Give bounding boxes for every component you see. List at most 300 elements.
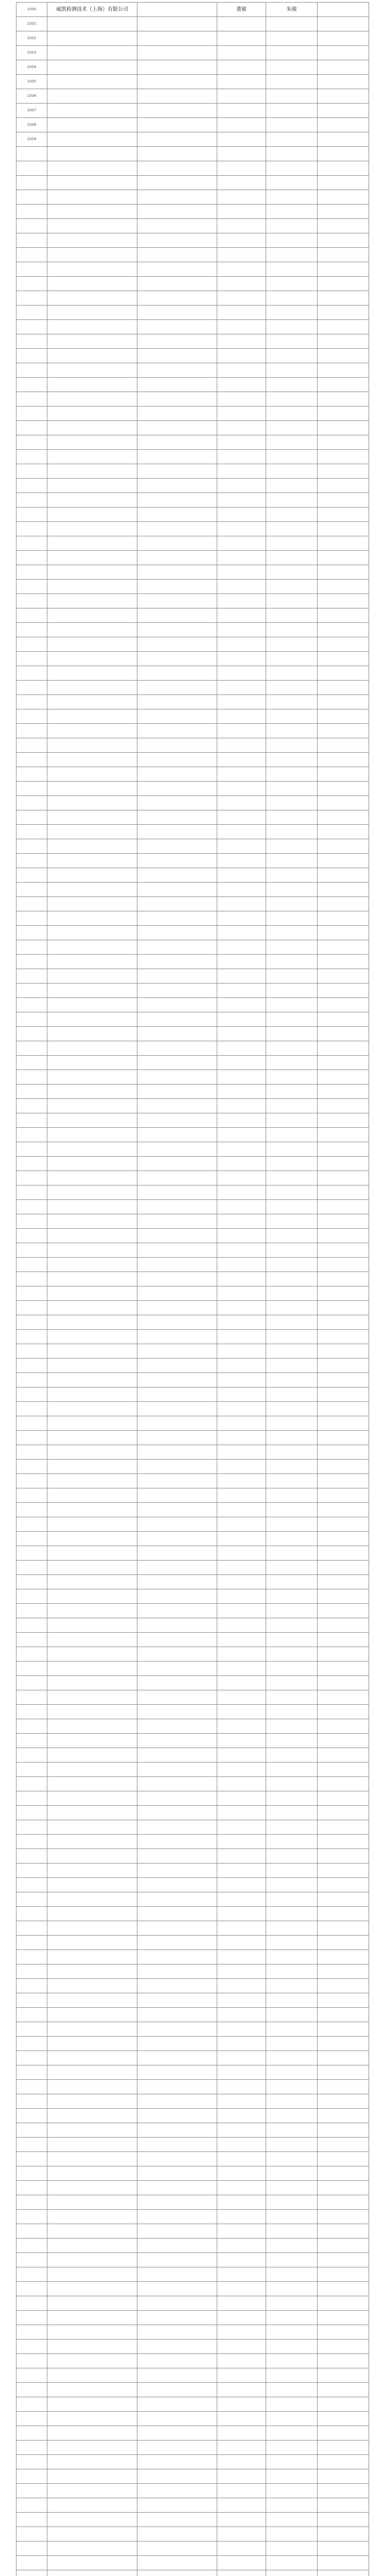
company-cell [47, 2080, 137, 2094]
person-cell [217, 1936, 266, 1950]
company-cell [47, 104, 137, 118]
person-cell [217, 1546, 266, 1561]
person-cell [266, 1561, 318, 1575]
company-cell [47, 1575, 137, 1589]
table-row [16, 897, 369, 911]
row-number [16, 724, 47, 738]
row-number [16, 782, 47, 796]
person-cell [266, 2253, 318, 2267]
cell [137, 1229, 217, 1243]
cell [137, 1618, 217, 1633]
person-cell [266, 2282, 318, 2296]
cell [318, 1532, 369, 1546]
cell [318, 1762, 369, 1777]
person-cell [266, 911, 318, 926]
person-cell [217, 291, 266, 306]
company-cell [47, 868, 137, 883]
company-cell [47, 1330, 137, 1344]
row-number [16, 796, 47, 810]
cell [137, 46, 217, 60]
person-cell [266, 2094, 318, 2109]
company-cell [47, 17, 137, 31]
company-cell [47, 118, 137, 132]
table-row [16, 233, 369, 248]
person-cell [217, 2498, 266, 2513]
row-number [16, 1041, 47, 1056]
person-cell [217, 1387, 266, 1402]
company-cell [47, 1806, 137, 1820]
person-cell [217, 507, 266, 522]
cell [318, 753, 369, 767]
person-cell [217, 1791, 266, 1806]
company-cell [47, 2109, 137, 2123]
company-cell [47, 75, 137, 89]
person-cell [217, 1099, 266, 1113]
table-row [16, 1373, 369, 1387]
person-cell [266, 2123, 318, 2138]
row-number [16, 1820, 47, 1835]
cell [318, 406, 369, 421]
company-cell [47, 435, 137, 450]
company-cell [47, 1517, 137, 1532]
person-cell [217, 1431, 266, 1445]
person-cell [217, 1084, 266, 1099]
person-cell [217, 1762, 266, 1777]
person-cell [266, 926, 318, 940]
cell [318, 998, 369, 1012]
row-number [16, 1084, 47, 1099]
cell [137, 1373, 217, 1387]
company-cell [47, 205, 137, 219]
person-cell [217, 2325, 266, 2340]
row-number [16, 2239, 47, 2253]
person-cell [217, 1286, 266, 1301]
person-cell [266, 738, 318, 753]
person-cell [217, 1330, 266, 1344]
cell [318, 1849, 369, 1863]
cell [137, 724, 217, 738]
company-cell [47, 2570, 137, 2576]
person-cell [266, 1806, 318, 1820]
person-cell [266, 2455, 318, 2469]
table-row [16, 406, 369, 421]
row-number [16, 1315, 47, 1330]
row-number [16, 2037, 47, 2051]
row-number [16, 1878, 47, 1892]
row-number [16, 2484, 47, 2498]
person-cell [217, 709, 266, 724]
person-cell [217, 392, 266, 406]
company-cell [47, 1099, 137, 1113]
table-row [16, 955, 369, 969]
cell [318, 551, 369, 565]
row-number [16, 565, 47, 580]
person-cell [266, 1243, 318, 1258]
table-row [16, 1416, 369, 1431]
cell [137, 955, 217, 969]
row-number [16, 2123, 47, 2138]
cell [137, 2354, 217, 2368]
cell [137, 104, 217, 118]
person-cell [217, 2123, 266, 2138]
cell [318, 2138, 369, 2152]
person-cell [266, 1229, 318, 1243]
cell [137, 1416, 217, 1431]
person-cell [266, 1301, 318, 1315]
person-cell [266, 1315, 318, 1330]
person-cell [217, 1185, 266, 1200]
table-row [16, 1200, 369, 1214]
cell [137, 161, 217, 176]
company-cell [47, 1662, 137, 1676]
cell [137, 1546, 217, 1561]
company-cell [47, 277, 137, 291]
table-row [16, 551, 369, 565]
table-row [16, 435, 369, 450]
person-cell [266, 1460, 318, 1474]
cell [137, 450, 217, 464]
cell [137, 911, 217, 926]
cell [318, 2239, 369, 2253]
table-row [16, 1979, 369, 1993]
person-cell [217, 1849, 266, 1863]
person-cell [266, 1705, 318, 1719]
row-number [16, 666, 47, 681]
person-cell [217, 104, 266, 118]
table-row [16, 2426, 369, 2441]
company-cell [47, 2383, 137, 2397]
person-cell [217, 1301, 266, 1315]
person-cell [266, 262, 318, 277]
company-cell [47, 666, 137, 681]
cell [137, 1359, 217, 1373]
cell [137, 1445, 217, 1460]
person-cell [217, 176, 266, 190]
person-cell [266, 2152, 318, 2166]
company-cell [47, 219, 137, 233]
person-cell [266, 147, 318, 161]
cell [137, 1084, 217, 1099]
person-cell [217, 1604, 266, 1618]
person-cell [266, 1445, 318, 1460]
table-row [16, 2455, 369, 2469]
company-cell [47, 1359, 137, 1373]
person-cell [266, 2383, 318, 2397]
row-number [16, 1734, 47, 1748]
table-row [16, 2469, 369, 2484]
company-cell [47, 1460, 137, 1474]
cell [318, 1185, 369, 1200]
cell [318, 3, 369, 17]
company-cell [47, 2051, 137, 2065]
row-number [16, 2325, 47, 2340]
cell [318, 738, 369, 753]
person-cell [217, 2354, 266, 2368]
table-row [16, 1762, 369, 1777]
table-row [16, 1791, 369, 1806]
cell [318, 161, 369, 176]
cell [137, 2210, 217, 2224]
person-cell [266, 1431, 318, 1445]
table-row [16, 594, 369, 608]
person-cell [217, 2383, 266, 2397]
table-row [16, 1301, 369, 1315]
cell [137, 1921, 217, 1936]
row-number [16, 2412, 47, 2426]
company-cell [47, 839, 137, 854]
cell [137, 479, 217, 493]
company-cell [47, 2340, 137, 2354]
row-number [16, 2267, 47, 2282]
table-row [16, 2094, 369, 2109]
cell [137, 1258, 217, 1272]
row-number: 1000 [16, 3, 47, 17]
table-row [16, 709, 369, 724]
person-cell [266, 998, 318, 1012]
table-row [16, 1359, 369, 1373]
person-cell [266, 75, 318, 89]
company-cell [47, 522, 137, 536]
company-cell [47, 883, 137, 897]
company-cell [47, 1676, 137, 1690]
row-number [16, 1762, 47, 1777]
row-number [16, 753, 47, 767]
cell [137, 1286, 217, 1301]
person-cell [217, 464, 266, 479]
person-cell [266, 1084, 318, 1099]
company-cell [47, 681, 137, 695]
cell [318, 2383, 369, 2397]
row-number [16, 378, 47, 392]
person-cell [266, 132, 318, 147]
table-row [16, 479, 369, 493]
cell [137, 926, 217, 940]
cell [318, 1243, 369, 1258]
cell [318, 1070, 369, 1084]
row-number [16, 1993, 47, 2008]
cell [318, 940, 369, 955]
cell [137, 940, 217, 955]
person-cell [217, 1113, 266, 1128]
cell [137, 464, 217, 479]
cell [137, 623, 217, 637]
row-number [16, 551, 47, 565]
cell [318, 724, 369, 738]
table-row [16, 1402, 369, 1416]
person-cell [217, 2484, 266, 2498]
person-cell [217, 551, 266, 565]
person-cell [217, 681, 266, 695]
row-number [16, 1532, 47, 1546]
table-row [16, 1488, 369, 1503]
person-cell [266, 1157, 318, 1171]
company-cell [47, 984, 137, 998]
row-number [16, 969, 47, 984]
cell [318, 507, 369, 522]
table-row [16, 1142, 369, 1157]
cell [318, 709, 369, 724]
company-cell [47, 507, 137, 522]
cell [137, 1027, 217, 1041]
row-number [16, 868, 47, 883]
person-cell [217, 2469, 266, 2484]
table-row [16, 2109, 369, 2123]
cell [137, 2181, 217, 2195]
company-cell [47, 1791, 137, 1806]
row-number [16, 1892, 47, 1907]
table-row [16, 1921, 369, 1936]
person-cell [217, 2541, 266, 2556]
row-number [16, 652, 47, 666]
cell [318, 2397, 369, 2412]
cell [137, 363, 217, 378]
row-number [16, 1344, 47, 1359]
table-row [16, 1185, 369, 1200]
person-cell [217, 1921, 266, 1936]
person-cell [217, 2224, 266, 2239]
company-cell [47, 536, 137, 551]
cell [137, 1200, 217, 1214]
person-cell [266, 810, 318, 825]
row-number [16, 2224, 47, 2239]
row-number [16, 536, 47, 551]
company-cell [47, 1344, 137, 1359]
row-number [16, 2354, 47, 2368]
person-cell [217, 1027, 266, 1041]
table-row [16, 1907, 369, 1921]
cell [137, 75, 217, 89]
cell [137, 219, 217, 233]
cell [137, 1777, 217, 1791]
cell [318, 2311, 369, 2325]
table-row [16, 306, 369, 320]
row-number [16, 1099, 47, 1113]
row-number [16, 1301, 47, 1315]
cell [318, 17, 369, 31]
table-row [16, 1214, 369, 1229]
person-cell [266, 1936, 318, 1950]
row-number [16, 2368, 47, 2383]
row-number [16, 1690, 47, 1705]
cell [318, 2296, 369, 2311]
person-cell [217, 118, 266, 132]
cell [137, 1806, 217, 1820]
cell [137, 1344, 217, 1359]
person-cell [266, 1041, 318, 1056]
cell [137, 1589, 217, 1604]
table-row [16, 1964, 369, 1979]
company-cell [47, 2441, 137, 2455]
person-cell [217, 695, 266, 709]
row-number [16, 637, 47, 652]
table-row [16, 1041, 369, 1056]
cell [318, 1488, 369, 1503]
person-cell [217, 969, 266, 984]
cell [318, 1387, 369, 1402]
cell [318, 1128, 369, 1142]
person-cell [266, 248, 318, 262]
row-number [16, 897, 47, 911]
row-number [16, 1359, 47, 1373]
company-cell [47, 1820, 137, 1835]
person-cell [217, 1633, 266, 1647]
person-cell [217, 378, 266, 392]
person-cell [266, 2397, 318, 2412]
person-cell [266, 1690, 318, 1705]
row-number [16, 2513, 47, 2527]
person-cell [266, 1878, 318, 1892]
person-cell [217, 1705, 266, 1719]
row-number [16, 1705, 47, 1719]
company-cell [47, 2541, 137, 2556]
row-number [16, 738, 47, 753]
row-number [16, 479, 47, 493]
cell [137, 147, 217, 161]
cell [318, 1200, 369, 1214]
row-number [16, 161, 47, 176]
person-cell [217, 1344, 266, 1359]
person-cell [217, 1229, 266, 1243]
cell [318, 2441, 369, 2455]
company-cell [47, 1128, 137, 1142]
cell [137, 2022, 217, 2037]
cell [318, 1027, 369, 1041]
row-number [16, 1517, 47, 1532]
row-number [16, 1748, 47, 1762]
person-cell [217, 205, 266, 219]
table-row [16, 1719, 369, 1734]
company-cell [47, 911, 137, 926]
cell [137, 1474, 217, 1488]
row-number [16, 2181, 47, 2195]
table-row [16, 623, 369, 637]
row-number [16, 219, 47, 233]
person-cell [266, 392, 318, 406]
table-row [16, 2037, 369, 2051]
table-row [16, 608, 369, 623]
person-cell [217, 2181, 266, 2195]
person-cell [266, 421, 318, 435]
company-cell [47, 767, 137, 782]
table-row [16, 17, 369, 31]
person-cell [266, 2051, 318, 2065]
table-row [16, 147, 369, 161]
person-cell [217, 565, 266, 580]
cell [318, 1618, 369, 1633]
company-cell [47, 1878, 137, 1892]
cell [137, 753, 217, 767]
cell [318, 2253, 369, 2267]
row-number: 1005 [16, 75, 47, 89]
cell [137, 2037, 217, 2051]
row-number [16, 2426, 47, 2441]
person-cell [266, 161, 318, 176]
cell [137, 897, 217, 911]
table-body [16, 3, 369, 2576]
person-cell [266, 176, 318, 190]
cell [318, 2570, 369, 2576]
cell [137, 2570, 217, 2576]
cell [318, 1171, 369, 1185]
cell [318, 2224, 369, 2239]
person-cell [217, 435, 266, 450]
company-cell [47, 738, 137, 753]
row-number [16, 1777, 47, 1791]
person-cell [217, 1662, 266, 1676]
person-cell [266, 450, 318, 464]
cell [137, 825, 217, 839]
company-cell [47, 2455, 137, 2469]
